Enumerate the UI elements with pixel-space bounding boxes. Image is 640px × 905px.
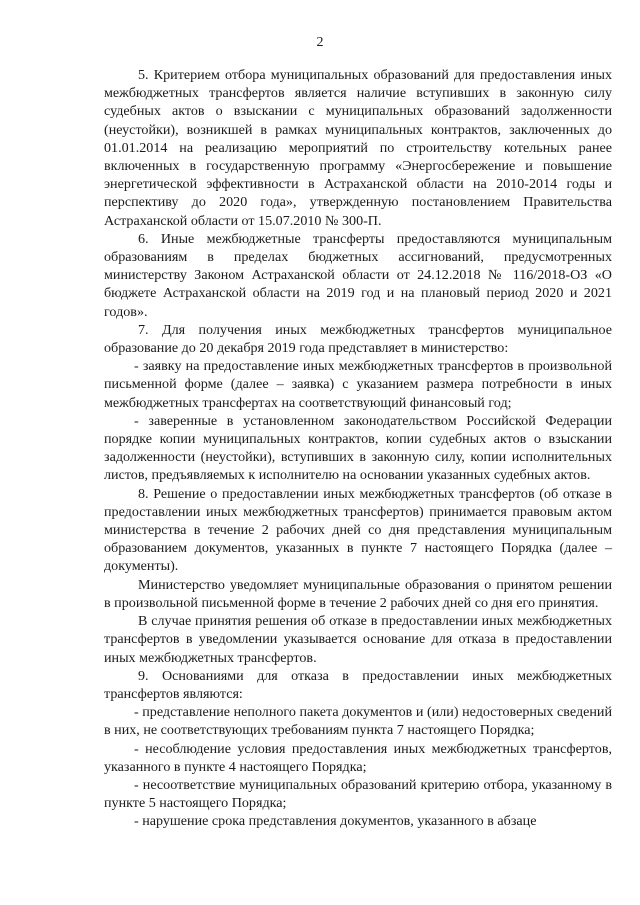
list-item-deadline-violation: - нарушение срока представления документов, указанного в абзаце — [134, 813, 537, 830]
paragraph-criterion: 5. Критерием отбора муниципальных образований для предоставления иных межбюджетных трансфертов является наличие вступивших в законную силу судебных актов о взыскании с муниципальных образований задолженности (неустойки), возникшей в рамках муниципальных контрактов, заключенных до 01.01.2014 на реализацию мероприятий по строительству котельных ранее включенных в государственную программу «Энергосбережение и повышение энергетической эффективности в Астраханской области на 2010-2014 годы и перспективу до 2020 года», утвержденную постановлением Правительства Астраханской области от 15.07.2010 № 300-П. — [104, 67, 612, 229]
list-item-certified-copies: - заверенные в установленном законодательством Российской Федерации порядке копии муниципальных контрактов, копии судебных актов о взыскании задолженности (неустойки), вступивших в законную силу, копии исполнительных листов, предъявляемых к исполнителю на основании указанных судебных актов. — [104, 412, 612, 484]
paragraph-refusal-grounds: 9. Основаниями для отказа в предоставлении иных межбюджетных трансфертов являются: — [104, 667, 612, 702]
document-body — [104, 66, 612, 831]
paragraph-refusal-notice: В случае принятия решения об отказе в предоставлении иных межбюджетных трансфертов в уведомлении указывается основание для отказа в предоставлении иных межбюджетных трансфертов. — [104, 613, 612, 666]
list-item-condition-violation: - несоблюдение условия предоставления иных межбюджетных трансфертов, указанного в пункте 4 настоящего Порядка; — [104, 740, 612, 775]
list-item-application: - заявку на предоставление иных межбюджетных трансфертов в произвольной письменной форме (далее – заявка) с указанием размера потребности в иных межбюджетных трансфертах на соответствующий финансовый год; — [104, 358, 612, 411]
paragraph-documents-submission: 7. Для получения иных межбюджетных трансфертов муниципальное образование до 20 декабря 2019 года представляет в министерство: — [104, 321, 612, 357]
list-item-criterion-mismatch: - несоответствие муниципальных образований критерию отбора, указанному в пункте 5 настоящего Порядка; — [104, 776, 612, 812]
paragraph-budget-allocation: 6. Иные межбюджетные трансферты предоставляются муниципальным образованиям в пределах бюджетных ассигнований, предусмотренных министерству Законом Астраханской области от 24.12.2018 № 116/2018-ОЗ «О бюджете Астраханской области на 2019 год и на плановый период 2020 и 2021 годов». — [104, 230, 612, 320]
list-item-incomplete-package: - представление неполного пакета документов и (или) недостоверных сведений в них, не соответствующих требованиям пункта 7 настоящего Порядка; — [104, 704, 612, 739]
paragraph-decision: 8. Решение о предоставлении иных межбюджетных трансфертов (об отказе в предоставлении иных межбюджетных трансфертов) принимается правовым актом министерства в течение 2 рабочих дней со дня представления муниципальным образованием документов, указанных в пункте 7 настоящего Порядка (далее – документы). — [104, 485, 612, 575]
page-number: 2 — [316, 35, 324, 50]
paragraph-notification: Министерство уведомляет муниципальные образования о принятом решении в произвольной письменной форме в течение 2 рабочих дней со дня его принятия. — [104, 576, 612, 611]
